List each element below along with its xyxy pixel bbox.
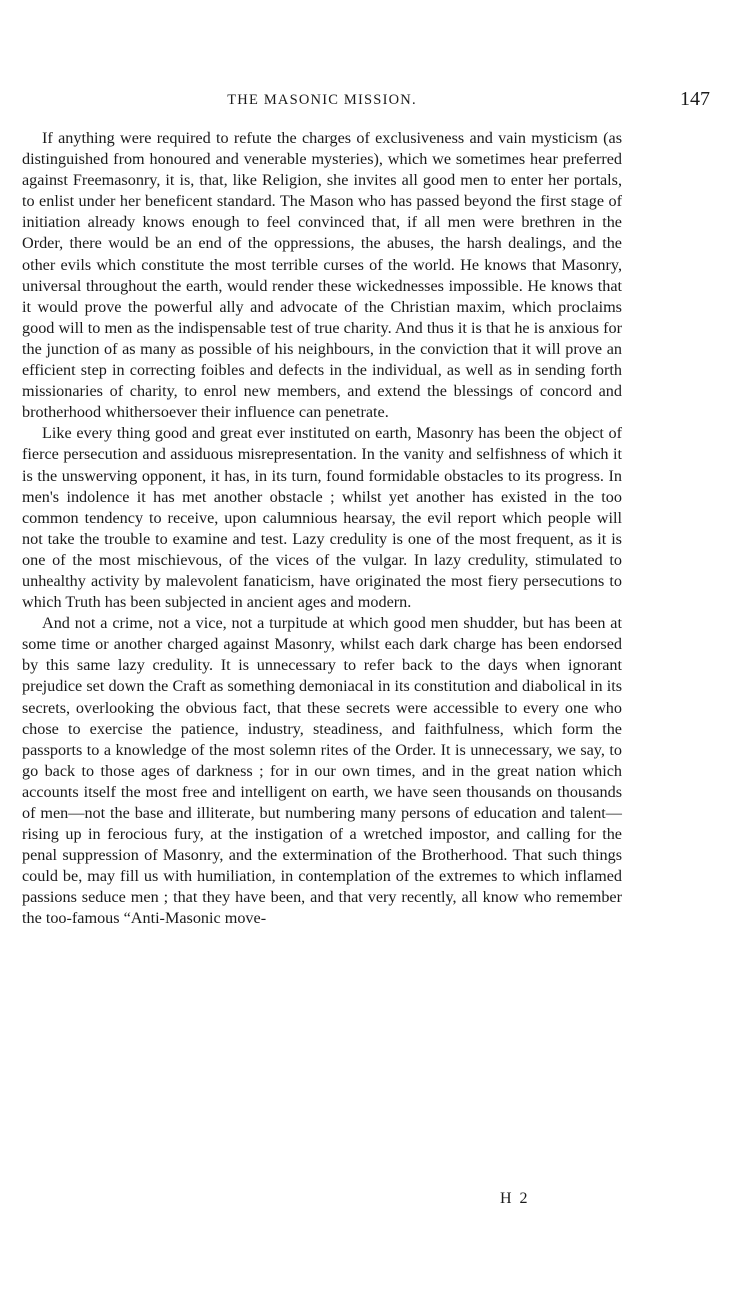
running-title: THE MASONIC MISSION. (227, 92, 417, 108)
running-head (22, 88, 712, 112)
page-number: 147 (680, 88, 710, 110)
paragraph-1: If anything were required to refute the charges of exclusiveness and vain mysticism (as distinguished from honoured and venerable mysteries), which we sometimes hear preferred against Freemasonry, it is, that, like Religion, she invites all good men to enter her portals, to enlist under her beneficent standard. The Mason who has passed beyond the first stage of initiation already knows enough to feel convinced that, if all men were brethren in the Order, there would be an end of the oppressions, the abuses, the harsh dealings, and the other evils which constitute the most terrible curses of the world. He knows that Masonry, universal throughout the earth, would render these wickednesses impossible. He knows that it would prove the powerful ally and advocate of the Christian maxim, which proclaims good will to men as the indispensable test of true charity. And thus it is that he is anxious for the junction of as many as possible of his neighbours, in the conviction that it will prove an efficient step in correcting foibles and defects in the individual, as well as in sending forth missionaries of charity, to enrol new members, and extend the blessings of concord and brotherhood whithersoever their influence can penetrate. (22, 129, 622, 422)
paragraph-3: And not a crime, not a vice, not a turpitude at which good men shudder, but has been at some time or another charged against Masonry, whilst each dark charge has been endorsed by this same lazy credulity. It is unnecessary to refer back to the days when ignorant prejudice set down the Craft as something demoniacal in its constitution and diabolical in its secrets, overlooking the obvious fact, that these secrets were accessible to every one who chose to exercise the patience, industry, steadiness, and faithfulness, which form the passports to a knowledge of the most solemn rites of the Order. It is unnecessary, we say, to go back to those ages of darkness ; for in our own times, and in the great nation which accounts itself the most free and intelligent on earth, we have seen thousands on thousands of men—not the base and illiterate, but numbering many persons of education and talent—rising up in ferocious fury, at the instigation of a wretched impostor, and calling for the penal suppression of Masonry, and the extermination of the Brotherhood. That such things could be, may fill us with humiliation, in contemplation of the extremes to which inflamed passions seduce men ; that they have been, and that very recently, all know who remember the too-famous “Anti-Masonic move- (22, 614, 622, 928)
body-text (22, 128, 622, 930)
signature-mark: H 2 (500, 1190, 530, 1207)
paragraph-2: Like every thing good and great ever instituted on earth, Masonry has been the object of fierce persecution and assiduous misrepresentation. In the vanity and selfishness of which it is the unswerving opponent, it has, in its turn, found formidable obstacles to its progress. In men's indolence it has met another obstacle ; whilst yet another has existed in the too common tendency to receive, upon calumnious hearsay, the evil report which people will not take the trouble to examine and test. Lazy credulity is one of the most frequent, as it is one of the most mischievous, of the vices of the vulgar. In lazy credulity, stimulated to unhealthy activity by malevolent fanaticism, have originated the most fiery persecutions to which Truth has been subjected in ancient ages and modern. (22, 424, 622, 612)
